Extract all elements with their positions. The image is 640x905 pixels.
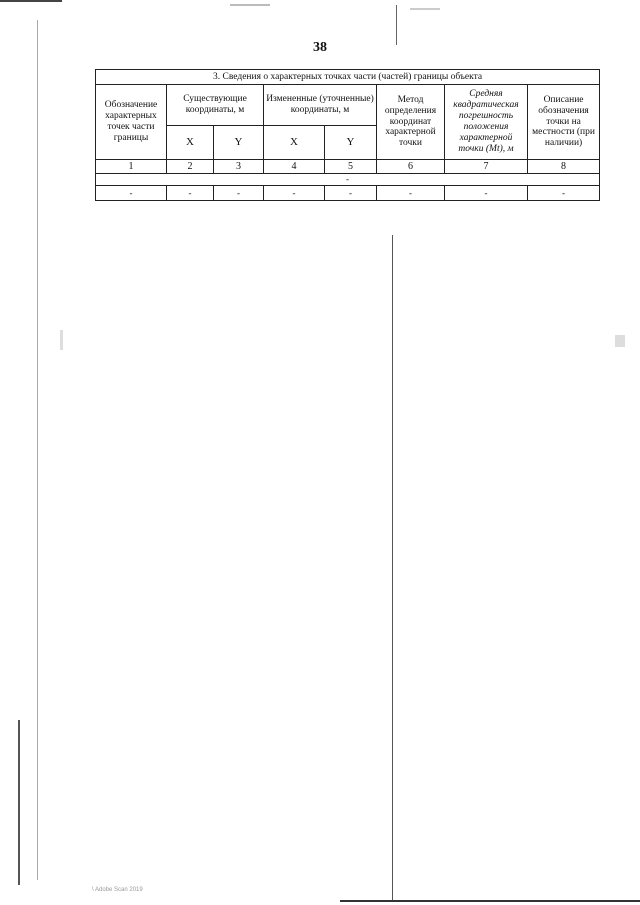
scan-edge-left-dark [18,720,20,885]
scan-edge-bottom [340,900,640,902]
scan-noise-top-right [410,8,440,10]
fold-line [392,235,393,900]
column-number: 5 [325,160,377,174]
header-designation: Обозначение характерных точек части границы [96,85,167,160]
header-mean-square-error: Средняя квадратическая погрешность положения характерной точки (Mt), м [445,85,528,160]
fold-line-top [396,5,397,45]
header-changed-x: X [264,126,325,160]
table-title: 3. Сведения о характерных точках части (частей) границы объекта [96,70,600,85]
table-cell: - [377,186,445,201]
column-number: 6 [377,160,445,174]
page-number: 38 [313,40,327,55]
scan-noise-mid [60,330,63,350]
header-existing-y: Y [214,126,264,160]
header-description: Описание обозначения точки на местности (при наличии) [528,85,600,160]
column-number: 8 [528,160,600,174]
table-cell: - [528,186,600,201]
scan-edge-left [37,20,38,880]
column-number-row [96,160,600,174]
header-method: Метод определения координат характерной точки [377,85,445,160]
column-number: 3 [214,160,264,174]
table-row-dashes [96,186,600,201]
table-cell: - [325,186,377,201]
column-number: 7 [445,160,528,174]
table-cell: - [167,186,214,201]
table-cell: - [264,186,325,201]
table-cell: - [96,186,167,201]
scan-noise-top [230,4,270,6]
scan-noise-mid-right [615,335,625,347]
table-cell: - [445,186,528,201]
header-changed-coordinates: Измененные (уточненные) координаты, м [264,85,377,126]
header-existing-coordinates: Существующие координаты, м [167,85,264,126]
scan-mark: \ Adobe Scan 2019 [92,887,143,893]
table-cell: - [214,186,264,201]
scan-edge-top-left [0,0,62,2]
characteristic-points-table [95,69,600,201]
header-changed-y: Y [325,126,377,160]
column-number: 2 [167,160,214,174]
header-existing-x: X [167,126,214,160]
empty-row-cell: - [96,174,600,186]
column-number: 4 [264,160,325,174]
column-number: 1 [96,160,167,174]
table-row-empty [96,174,600,186]
